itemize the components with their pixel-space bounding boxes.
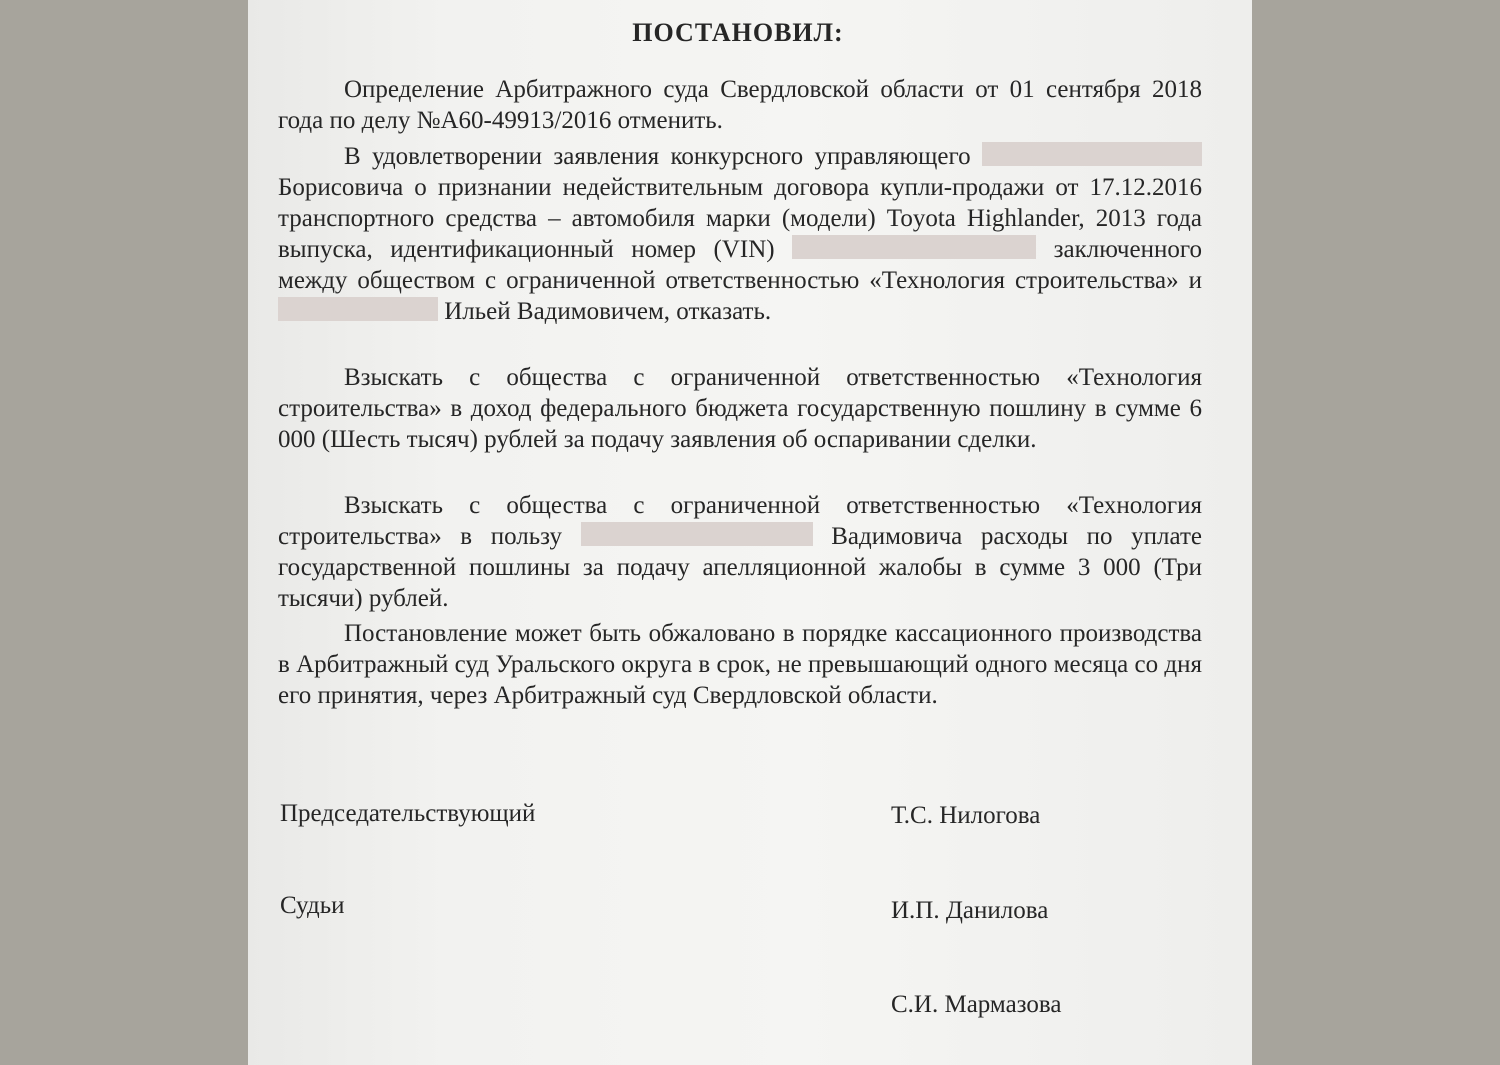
paragraph-expenses (278, 490, 1202, 614)
paragraph-text: Ильей Вадимовичем, отказать. (444, 298, 772, 325)
paragraph-text: Вадимовича расходы по уплате государственной пошлины за подачу апелляционной жалобы в сумме 3 000 (Три тысячи) рублей. (278, 523, 1202, 612)
redacted-name (278, 297, 438, 321)
paragraph-text: Определение Арбитражного суда Свердловской области от 01 сентября 2018 года по делу №А60-49913/2016 отменить. (278, 76, 1202, 134)
paragraph-appeal (278, 618, 1202, 711)
redacted-vin (792, 235, 1036, 259)
paragraph-text: Борисовича о признании недействительным договора купли-продажи от 17.12.2016 транспортного средства – автомобиля марки (модели) Toyota Highlander, 2013 года выпуска, идентификационный номер (VIN) (278, 174, 1202, 263)
document-page (248, 0, 1252, 1065)
redacted-name (982, 142, 1202, 166)
chair-role: Председательствующий (280, 800, 536, 827)
paragraph-text: Взыскать с общества с ограниченной ответственностью «Технология строительства» в пользу (278, 492, 1202, 550)
document-heading: ПОСТАНОВИЛ: (632, 18, 844, 47)
redacted-name (581, 522, 813, 546)
judge-name-2: С.И. Мармазова (891, 991, 1062, 1018)
judges-role: Судьи (280, 892, 345, 919)
paragraph-text: заключенного между обществом с ограниченной ответственностью «Технология строительства» и (278, 236, 1202, 294)
paragraph-claim-rejected (278, 141, 1202, 327)
paragraph-text: Постановление может быть обжаловано в порядке кассационного производства в Арбитражный суд Уральского округа в срок, не превышающий одного месяца со дня его принятия, через Арбитражный суд Свердловской области. (278, 620, 1202, 709)
paragraph-text: В удовлетворении заявления конкурсного управляющего (344, 143, 971, 170)
paragraph-state-duty (278, 362, 1202, 455)
paragraph-determination-cancelled (278, 74, 1202, 136)
chair-name: Т.С. Нилогова (891, 802, 1041, 829)
judge-name-1: И.П. Данилова (891, 897, 1049, 924)
paragraph-text: Взыскать с общества с ограниченной ответственностью «Технология строительства» в доход федерального бюджета государственную пошлину в сумме 6 000 (Шесть тысяч) рублей за подачу заявления об оспаривании сделки. (278, 364, 1202, 453)
